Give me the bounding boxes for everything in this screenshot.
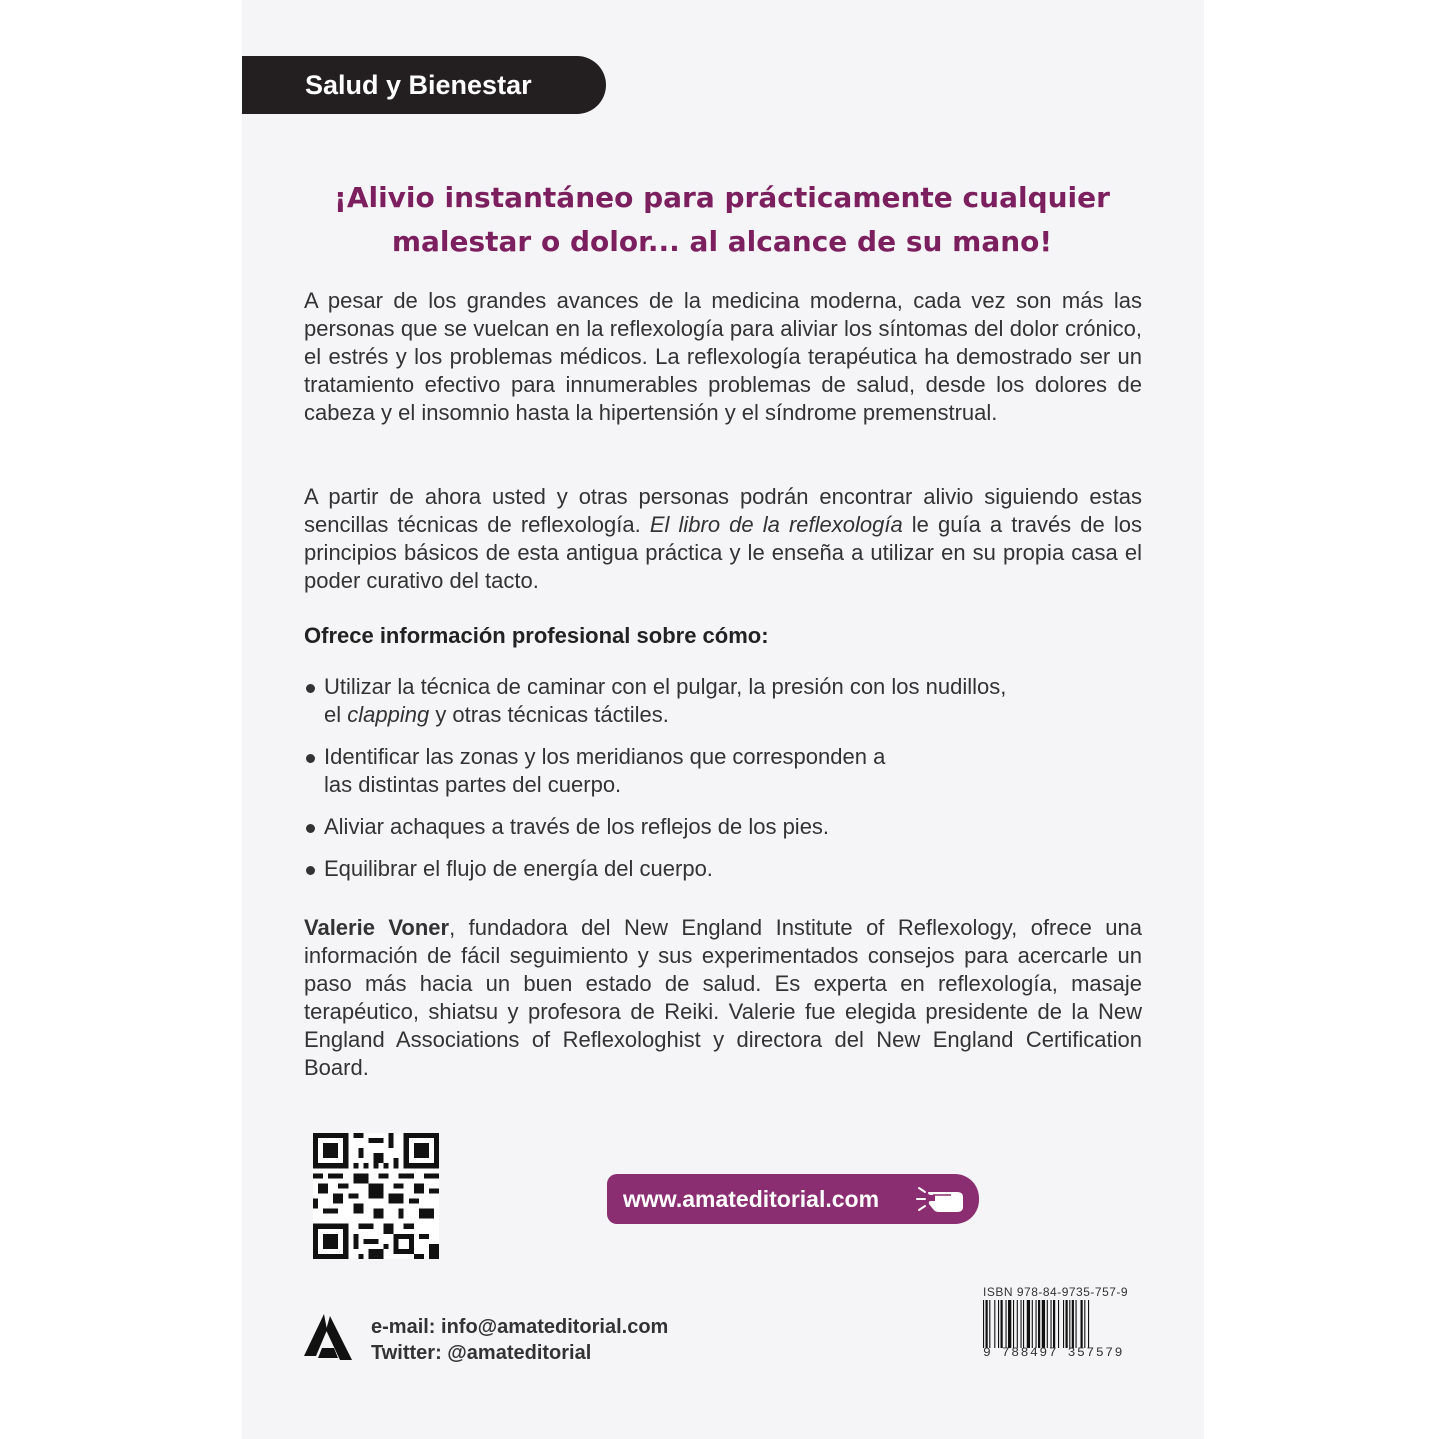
author-name: Valerie Voner bbox=[304, 915, 450, 940]
book-title: El libro de la reflexología bbox=[649, 512, 903, 537]
category-tag: Salud y Bienestar bbox=[242, 56, 606, 114]
author-bio bbox=[304, 914, 1142, 1082]
barcode bbox=[983, 1300, 1133, 1348]
headline-line-1: ¡Alivio instantáneo para prácticamente cualquier bbox=[334, 181, 1110, 214]
website-banner[interactable] bbox=[607, 1174, 979, 1224]
second-paragraph-start: A partir de ahora usted y otras personas podrán encontrar alivio siguiendo estas sencillas técnicas de reflexología. bbox=[304, 484, 1142, 537]
qr-code[interactable] bbox=[313, 1133, 439, 1259]
list-item: Equilibrar el flujo de energía del cuerpo. bbox=[304, 855, 1142, 883]
intro-paragraph: A pesar de los grandes avances de la medicina moderna, cada vez son más las personas que se vuelcan en la reflexología para aliviar los síntomas del dolor crónico, el estrés y los problemas médicos. La reflexología terapéutica ha demostrado ser un tratamiento efectivo para innumerables problemas de salud, desde los dolores de cabeza y el insomnio hasta la hipertensión y el síndrome premenstrual. bbox=[304, 288, 1142, 425]
headline bbox=[304, 176, 1140, 264]
feature-list bbox=[304, 673, 1142, 897]
email-link[interactable]: e-mail: info@amateditorial.com bbox=[371, 1316, 669, 1338]
pointing-hand-icon bbox=[913, 1182, 973, 1216]
contact-info bbox=[371, 1314, 668, 1366]
headline-line-2: malestar o dolor... al alcance de su mano! bbox=[391, 225, 1053, 258]
second-paragraph bbox=[304, 483, 1142, 595]
features-heading: Ofrece información profesional sobre cómo: bbox=[304, 623, 769, 648]
list-item: Utilizar la técnica de caminar con el pulgar, la presión con los nudillos, el clapping y otras técnicas táctiles. bbox=[304, 673, 1142, 729]
second-paragraph-end: le guía a través de los principios básicos de esta antigua práctica y le enseña a utilizar en su propia casa el poder curativo del tacto. bbox=[304, 512, 1142, 593]
isbn-digits: 9 788497 357579 bbox=[983, 1345, 1125, 1360]
list-item: Identificar las zonas y los meridianos que corresponden a las distintas partes del cuerpo. bbox=[304, 743, 1142, 799]
twitter-handle[interactable]: Twitter: @amateditorial bbox=[371, 1342, 592, 1364]
publisher-logo-icon bbox=[300, 1312, 354, 1362]
author-bio-text: , fundadora del New England Institute of Reflexology, ofrece una información de fácil seguimiento y sus experimentados consejos para acercarle un paso más hacia un buen estado de salud. Es experta en reflexología, masaje terapéutico, shiatsu y profesora de Reiki. Valerie fue elegida presidente de la New England Associations of Reflexologhist y directora del New England Certification Board. bbox=[304, 915, 1142, 1080]
list-item: Aliviar achaques a través de los reflejos de los pies. bbox=[304, 813, 1142, 841]
isbn-label: ISBN 978-84-9735-757-9 bbox=[983, 1285, 1129, 1299]
website-link[interactable]: www.amateditorial.com bbox=[623, 1186, 880, 1212]
